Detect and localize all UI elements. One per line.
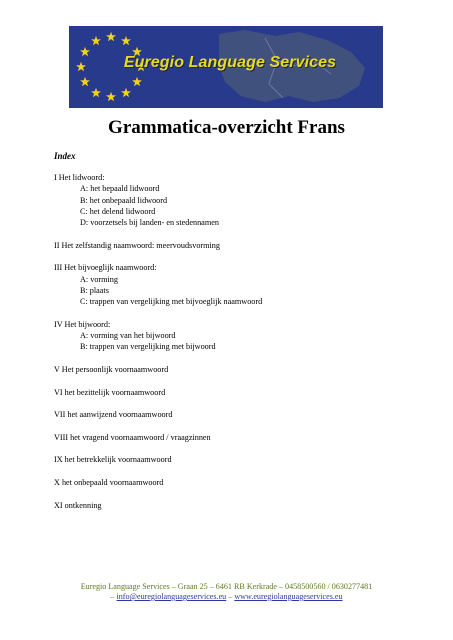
banner-logo-text: Euregio Language Services xyxy=(123,54,337,71)
star-icon xyxy=(91,36,101,45)
toc-section xyxy=(54,240,414,251)
toc-heading: X het onbepaald voornaamwoord xyxy=(54,478,164,488)
toc-item: A: vorming xyxy=(80,274,118,284)
star-icon xyxy=(106,92,116,101)
toc-heading: I Het lidwoord: xyxy=(54,173,105,182)
index-label: Index xyxy=(54,151,76,161)
toc-heading: III Het bijvoeglijk naamwoord: xyxy=(54,263,157,273)
website-link[interactable]: www.euregiolanguageservices.eu xyxy=(234,592,343,601)
toc-item: C: het delend lidwoord xyxy=(80,206,156,216)
star-icon xyxy=(76,62,86,71)
toc-heading: VII het aanwijzend voornaamwoord xyxy=(54,410,173,420)
toc-section xyxy=(54,262,414,307)
page-footer xyxy=(0,582,453,602)
header-banner xyxy=(69,26,383,108)
toc-heading: II Het zelfstandig naamwoord: meervoudsvorming xyxy=(54,240,220,250)
toc-section xyxy=(54,409,414,420)
toc-section xyxy=(54,387,414,398)
star-icon xyxy=(80,47,90,56)
toc-item: B: plaats xyxy=(80,285,109,295)
footer-contact-line xyxy=(0,592,453,602)
toc-heading: IV Het bijwoord: xyxy=(54,319,111,329)
footer-dash: – xyxy=(110,592,117,601)
toc-section xyxy=(54,172,414,228)
toc-heading: XI ontkenning xyxy=(54,500,102,510)
toc-item: D: voorzetsels bij landen- en stedennamen xyxy=(80,218,219,228)
toc-item: C: trappen van vergelijking met bijvoeglijk naamwoord xyxy=(80,297,263,307)
star-icon xyxy=(132,77,142,86)
toc-item: B: het onbepaald lidwoord xyxy=(80,195,168,205)
toc-section xyxy=(54,454,414,465)
page-title: Grammatica-overzicht Frans xyxy=(108,117,345,138)
star-icon xyxy=(106,32,116,41)
toc-section xyxy=(54,319,414,353)
toc-heading: VI het bezittelijk voornaamwoord xyxy=(54,387,166,397)
toc-item: A: vorming van het bijwoord xyxy=(80,331,176,341)
toc-item: B: trappen van vergelijking met bijwoord xyxy=(80,342,216,352)
toc-section xyxy=(54,477,414,488)
toc-heading: IX het betrekkelijk voornaamwoord xyxy=(54,455,172,465)
star-icon xyxy=(121,88,131,97)
toc-heading: V Het persoonlijk voornaamwoord xyxy=(54,365,169,375)
toc-section xyxy=(54,364,414,375)
email-link[interactable]: info@euregiolanguageservices.eu xyxy=(116,592,227,601)
star-icon xyxy=(121,36,131,45)
toc-item: A: het bepaald lidwoord xyxy=(80,184,160,194)
toc-section xyxy=(54,432,414,443)
table-of-contents xyxy=(54,172,414,522)
footer-address: Euregio Language Services – Graan 25 – 6461 RB Kerkrade – 0458500560 / 0630277481 xyxy=(80,582,373,591)
star-icon xyxy=(91,88,101,97)
toc-heading: VIII het vragend voornaamwoord / vraagzinnen xyxy=(54,432,211,442)
footer-separator: – xyxy=(226,592,235,601)
toc-section xyxy=(54,500,414,511)
star-icon xyxy=(80,77,90,86)
